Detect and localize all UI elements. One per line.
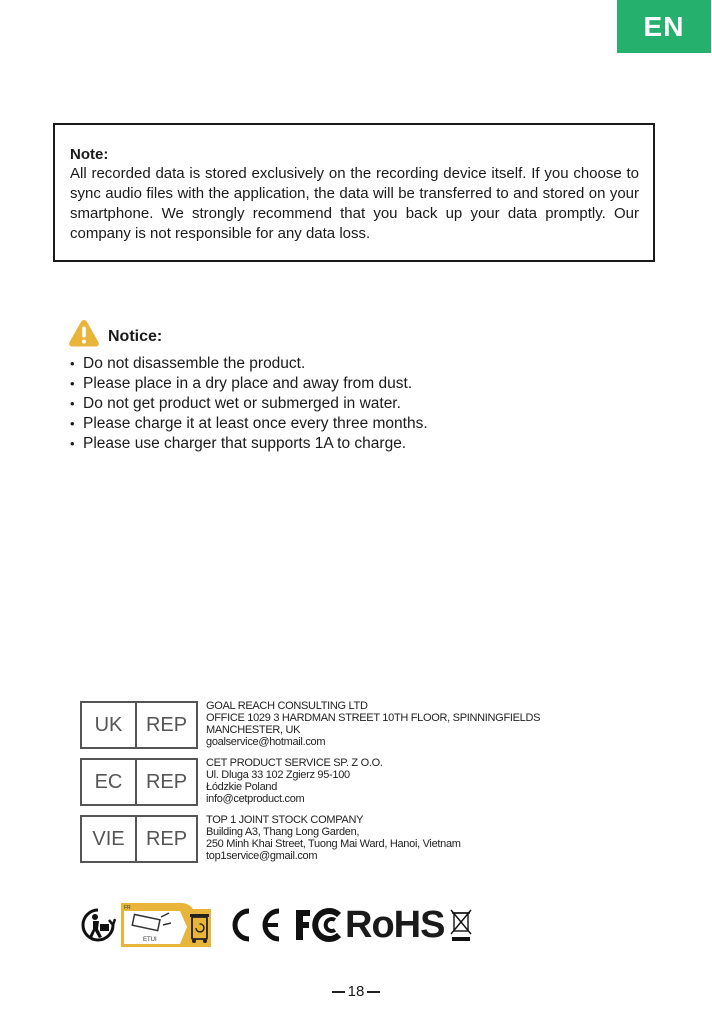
representatives	[80, 700, 540, 871]
rep-ec	[80, 757, 540, 814]
notice-list	[68, 354, 428, 454]
weee-icon	[450, 907, 472, 943]
rep-email: info@cetproduct.com	[206, 793, 305, 805]
rohs-mark: RoHS	[345, 904, 445, 946]
rep-address: MANCHESTER, UK	[206, 724, 301, 736]
rep-badge	[80, 815, 198, 863]
rep-info	[206, 700, 540, 748]
rep-address: 250 Minh Khai Street, Tuong Mai Ward, Hanoi, Vietnam	[206, 838, 461, 850]
rep-badge	[80, 758, 198, 806]
dash-decoration	[367, 991, 380, 993]
rep-email: goalservice@hotmail.com	[206, 736, 326, 748]
triman-icon	[80, 907, 116, 943]
rep-company: TOP 1 JOINT STOCK COMPANY	[206, 814, 364, 826]
note-title: Note:	[70, 146, 109, 163]
rep-company: GOAL REACH CONSULTING LTD	[206, 700, 368, 712]
notice-title: Notice:	[108, 328, 163, 345]
rep-address: OFFICE 1029 3 HARDMAN STREET 10TH FLOOR, SPINNINGFIELDS	[206, 712, 541, 724]
notice-item: • Do not get product wet or submerged in water.	[68, 394, 428, 414]
warning-icon	[68, 318, 100, 348]
rep-label: REP	[145, 770, 188, 793]
rep-vie	[80, 814, 540, 871]
language-tab: EN	[617, 0, 711, 53]
note-text: All recorded data is stored exclusively on the recording device itself. If you choose to sync audio files with the application, the data will be transferred to and stored on your smartphone. We strongly recommend that you back up your data promptly. Our company is not responsible for any data loss.	[70, 165, 639, 242]
fr-label: FR	[124, 905, 131, 911]
notice-item: • Please charge it at least once every three months.	[68, 414, 428, 434]
rep-company: CET PRODUCT SERVICE SP. Z O.O.	[206, 757, 383, 769]
rep-uk	[80, 700, 540, 757]
page-number: 18	[347, 983, 365, 1000]
notice-item: • Please use charger that supports 1A to charge.	[68, 434, 428, 454]
notice-item: • Please place in a dry place and away from dust.	[68, 374, 428, 394]
recycling-info-label	[121, 903, 211, 947]
notice-item: • Do not disassemble the product.	[68, 354, 428, 374]
rep-region: UK	[82, 703, 137, 747]
rep-address: Łódzkie Poland	[206, 781, 278, 793]
page-footer	[0, 983, 712, 1000]
rep-label: REP	[145, 827, 188, 850]
rep-badge	[80, 701, 198, 749]
notice-section	[68, 318, 428, 454]
rep-label: REP	[145, 713, 188, 736]
rep-email: top1service@gmail.com	[206, 850, 318, 862]
rep-info	[206, 814, 461, 862]
fcc-mark	[293, 907, 343, 943]
note-box	[53, 123, 655, 262]
ce-mark	[229, 907, 289, 943]
etui-label: ETUI	[143, 937, 157, 943]
rep-address: Ul. Dluga 33 102 Zgierz 95-100	[206, 769, 350, 781]
rep-info	[206, 757, 383, 805]
certification-marks	[80, 903, 472, 947]
dash-decoration	[332, 991, 345, 993]
rep-region: EC	[82, 760, 137, 804]
rep-region: VIE	[82, 817, 137, 861]
rep-address: Building A3, Thang Long Garden,	[206, 826, 360, 838]
